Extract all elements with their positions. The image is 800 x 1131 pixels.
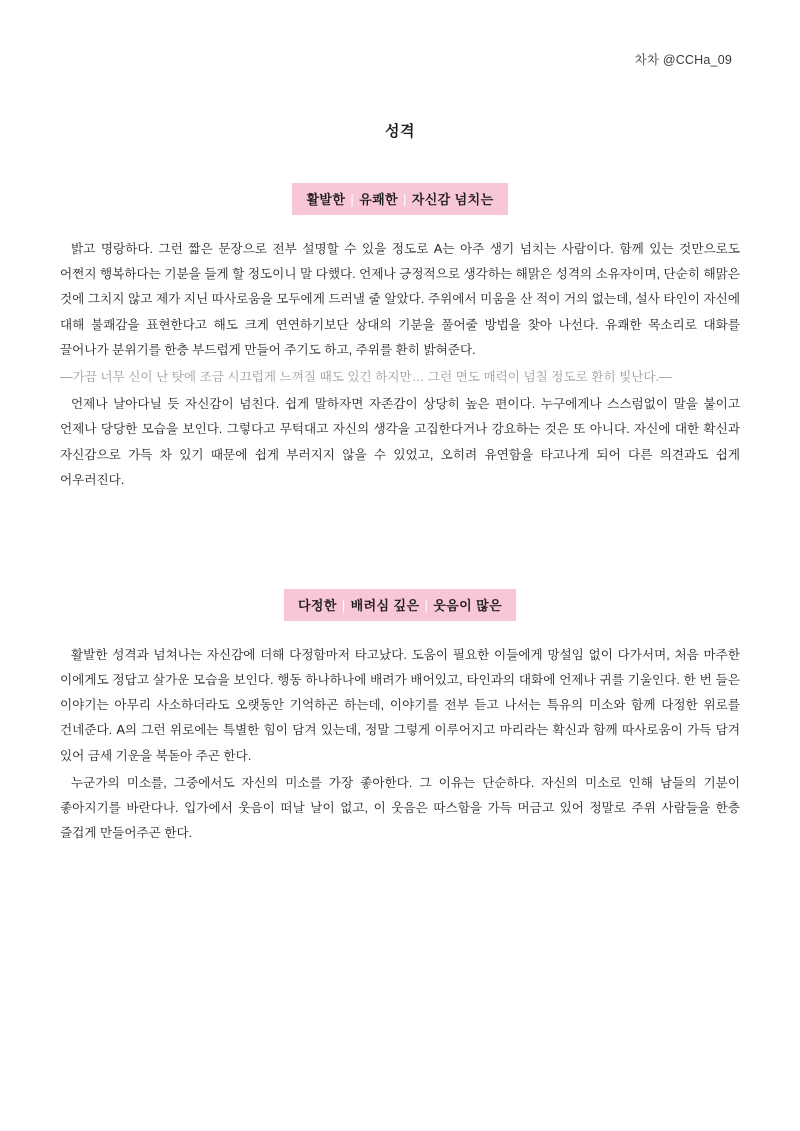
- trait-tag-1: 다정한: [297, 597, 337, 613]
- section-tag-group-1: [60, 183, 740, 215]
- author-credit: 차차 @CCHa_09: [634, 53, 732, 67]
- page-title: 성격: [385, 123, 415, 140]
- tag-separator: |: [424, 597, 429, 613]
- trait-tag-banner: [284, 589, 516, 621]
- trait-tag-banner: [292, 183, 507, 215]
- trait-tag-1: 활발한: [306, 192, 346, 207]
- tag-separator: |: [402, 192, 407, 207]
- paragraph: 활발한 성격과 넘쳐나는 자신감에 더해 다정함마저 타고났다. 도움이 필요한 이들에게 망설임 없이 다가서며, 처음 마주한 이에게도 정답고 살가운 모습을 보인다. 행동 하나하나에 배려가 배어있고, 타인과의 대화에 언제나 귀를 기울인다. 한 번 들은 이야기는 아무리 사소하더라도 오랫동안 기억하곤 하는데, 이야기를 전부 듣고 나서는 특유의 미소와 함께 다정한 위로를 건네준다. A의 그런 위로에는 특별한 힘이 담겨 있는데, 정말 그렇게 이루어지고 마리라는 확신과 함께 따사로움이 가득 담겨 있어 금세 기운을 북돋아 주곤 한다.: [60, 647, 740, 763]
- section-tag-group-2: [60, 589, 740, 621]
- section-body-1: [60, 237, 740, 493]
- tag-separator: |: [341, 597, 346, 613]
- trait-tag-3: 자신감 넘치는: [411, 192, 494, 207]
- trait-tag-3: 웃음이 많은: [433, 597, 503, 613]
- paragraph-note: ―가끔 너무 신이 난 탓에 조금 시끄럽게 느껴질 때도 있긴 하지만… 그런 면도 매력이 넘칠 정도로 환히 빛난다.―: [60, 369, 672, 384]
- section-body-2: [60, 643, 740, 847]
- paragraph: 누군가의 미소를, 그중에서도 자신의 미소를 가장 좋아한다. 그 이유는 단순하다. 자신의 미소로 인해 남들의 기분이 좋아지기를 바란다나. 입가에서 웃음이 떠날 날이 없고, 이 웃음은 따스함을 가득 머금고 있어 정말로 주위 사람들을 한층 즐겁게 만들어주곤 한다.: [60, 775, 740, 841]
- trait-tag-2: 유쾌한: [359, 192, 398, 207]
- paragraph: 밝고 명랑하다. 그런 짧은 문장으로 전부 설명할 수 있을 정도로 A는 아주 생기 넘치는 사람이다. 함께 있는 것만으로도 어쩐지 행복하다는 기분을 들게 할 정도이니 말 다했다. 언제나 긍정적으로 생각하는 해맑은 성격의 소유자이며, 단순히 해맑은 것에 그치지 않고 제가 지닌 따사로움을 모두에게 드러낼 줄 알았다. 주위에서 미움을 산 적이 거의 없는데, 설사 타인이 자신에 대해 불쾌감을 표현한다고 해도 크게 연연하기보단 상대의 기분을 풀어줄 방법을 찾아 나선다. 유쾌한 목소리로 대화를 끌어나가 분위기를 한층 부드럽게 만들어 주기도 하고, 주위를 환히 밝혀준다.: [60, 242, 740, 357]
- paragraph: 언제나 날아다닐 듯 자신감이 넘친다. 쉽게 말하자면 자존감이 상당히 높은 편이다. 누구에게나 스스럼없이 말을 붙이고 언제나 당당한 모습을 보인다. 그렇다고 무턱대고 자신의 생각을 고집한다거나 강요하는 것은 또 아니다. 자신에 대한 확신과 자신감으로 가득 차 있기 때문에 쉽게 부러지지 않을 수 있었고, 오히려 유연함을 타고나게 되어 다른 의견과도 쉽게 어우러진다.: [60, 397, 740, 487]
- trait-tag-2: 배려심 깊은: [350, 597, 420, 613]
- tag-separator: |: [350, 192, 355, 207]
